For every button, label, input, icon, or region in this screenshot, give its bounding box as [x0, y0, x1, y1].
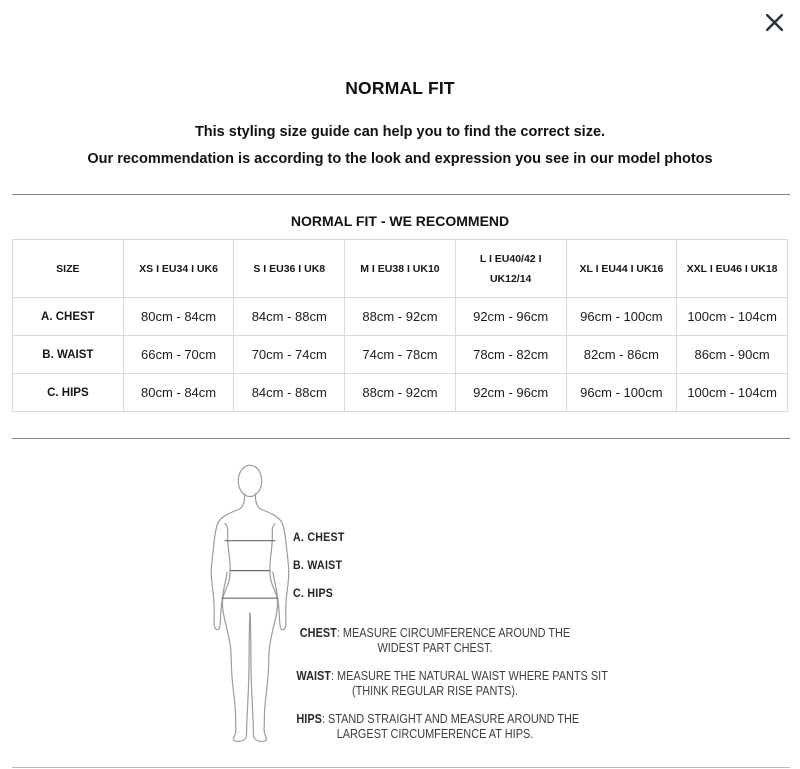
cell-chest-l: 92cm - 96cm: [455, 298, 566, 336]
cell-hips-l: 92cm - 96cm: [455, 374, 566, 412]
note-hips-term: HIPS: [296, 711, 322, 726]
cell-waist-xl: 82cm - 86cm: [566, 336, 677, 374]
note-waist: [270, 668, 608, 698]
column-header-m: M I EU38 I UK10: [345, 240, 456, 298]
note-waist-term: WAIST: [296, 668, 331, 683]
cell-waist-xs: 66cm - 70cm: [123, 336, 234, 374]
row-label-hips: C. HIPS: [13, 374, 124, 412]
page-title: NORMAL FIT: [345, 78, 455, 98]
note-waist-line1: : MEASURE THE NATURAL WAIST WHERE PANTS SIT: [330, 668, 608, 683]
cell-hips-xs: 80cm - 84cm: [123, 374, 234, 412]
table-row-hips: [13, 374, 788, 412]
measurement-notes: [270, 625, 608, 754]
column-header-xl: XL I EU44 I UK16: [566, 240, 677, 298]
note-chest-line1: : MEASURE CIRCUMFERENCE AROUND THE: [336, 625, 571, 640]
figure-label-chest: A. CHEST: [293, 532, 345, 544]
column-header-size: SIZE: [13, 240, 124, 298]
cell-hips-xxl: 100cm - 104cm: [677, 374, 788, 412]
table-row-chest: [13, 298, 788, 336]
divider-bottom: [12, 767, 790, 768]
note-hips-line1: : STAND STRAIGHT AND MEASURE AROUND THE: [321, 711, 580, 726]
note-waist-line2: (THINK REGULAR RISE PANTS).: [351, 683, 519, 698]
column-header-s: S I EU36 I UK8: [234, 240, 345, 298]
note-chest: [270, 625, 600, 655]
recommend-heading: NORMAL FIT - WE RECOMMEND: [290, 213, 510, 229]
note-chest-line2: WIDEST PART CHEST.: [377, 640, 493, 655]
table-row-waist: [13, 336, 788, 374]
cell-waist-m: 74cm - 78cm: [345, 336, 456, 374]
figure-label-hips: C. HIPS: [293, 588, 334, 600]
size-table: [12, 239, 788, 412]
note-chest-term: CHEST: [299, 625, 337, 640]
close-icon: [764, 12, 785, 33]
cell-hips-s: 84cm - 88cm: [234, 374, 345, 412]
size-table-header-row: [13, 240, 788, 298]
close-button[interactable]: [758, 6, 790, 38]
cell-hips-xl: 96cm - 100cm: [566, 374, 677, 412]
measurement-diagram-section: [0, 439, 800, 769]
cell-chest-xs: 80cm - 84cm: [123, 298, 234, 336]
row-label-waist: B. WAIST: [13, 336, 124, 374]
cell-chest-xl: 96cm - 100cm: [566, 298, 677, 336]
note-hips-line2: LARGEST CIRCUMFERENCE AT HIPS.: [336, 726, 534, 741]
cell-chest-s: 84cm - 88cm: [234, 298, 345, 336]
cell-chest-m: 88cm - 92cm: [345, 298, 456, 336]
divider-top: [12, 194, 790, 195]
subtitle-line-2: Our recommendation is according to the look and expression you see in our model photos: [87, 151, 713, 167]
cell-waist-s: 70cm - 74cm: [234, 336, 345, 374]
subtitle-line-1: This styling size guide can help you to find the correct size.: [194, 124, 606, 140]
column-header-xs: XS I EU34 I UK6: [123, 240, 234, 298]
note-hips: [270, 711, 600, 741]
figure-label-waist: B. WAIST: [293, 560, 343, 572]
cell-hips-m: 88cm - 92cm: [345, 374, 456, 412]
cell-waist-xxl: 86cm - 90cm: [677, 336, 788, 374]
row-label-chest: A. CHEST: [13, 298, 124, 336]
cell-chest-xxl: 100cm - 104cm: [677, 298, 788, 336]
column-header-l: L I EU40/42 I UK12/14: [455, 240, 566, 298]
column-header-xxl: XXL I EU46 I UK18: [677, 240, 788, 298]
cell-waist-l: 78cm - 82cm: [455, 336, 566, 374]
